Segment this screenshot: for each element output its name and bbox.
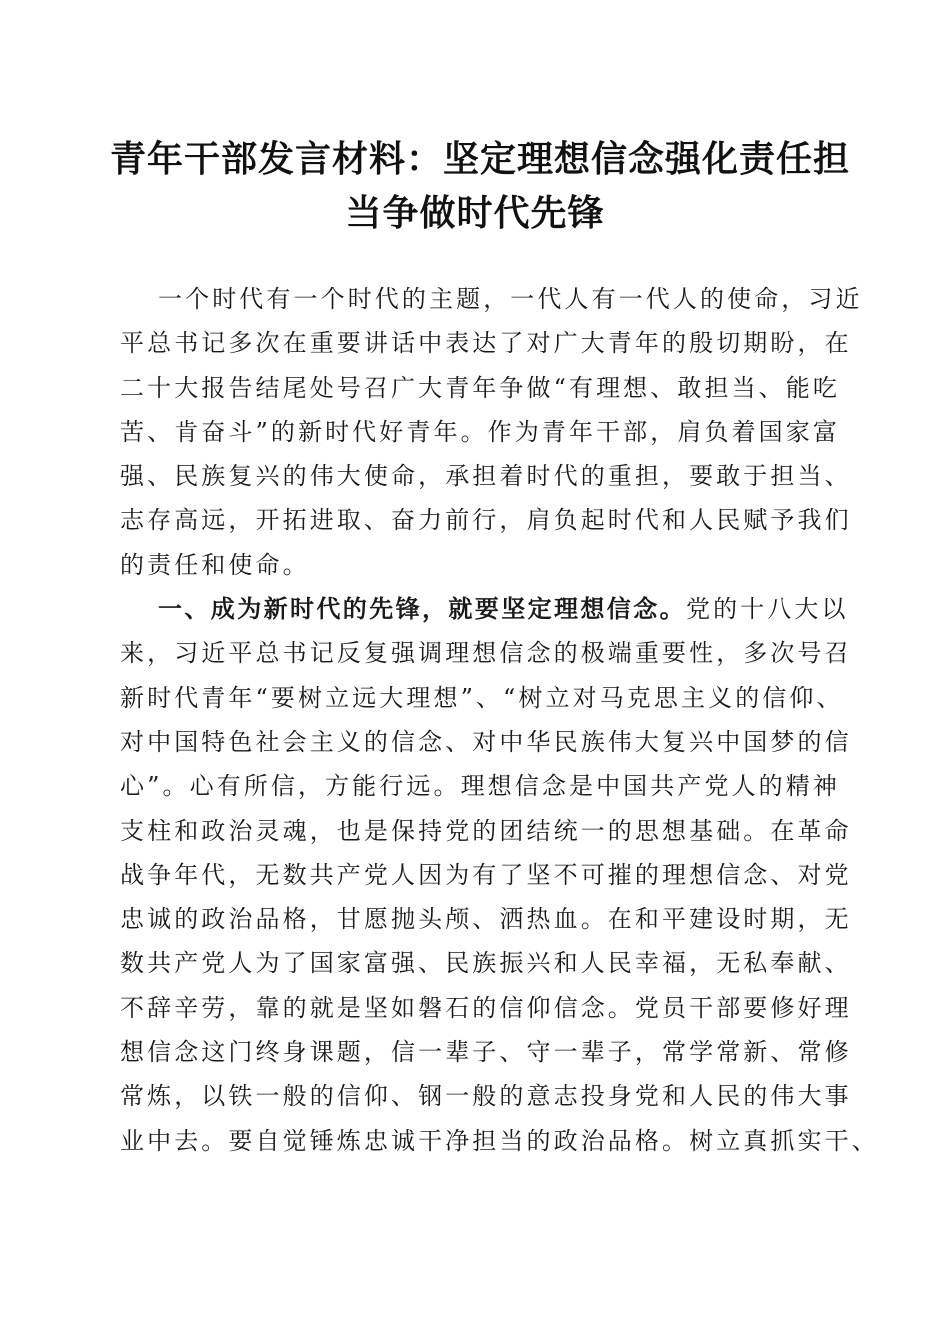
text-line: 一个时代有一个时代的主题，一代人有一代人的使命，习近 [158,285,863,313]
text-line: 来，习近平总书记反复强调理想信念的极端重要性，多次号召 [120,639,852,668]
text-line: 新时代青年“要树立远大理想”、“树立对马克思主义的信仰、 [120,683,844,712]
text-line: 志存高远，开拓进取、奋力前行，肩负起时代和人民赋予我们 [120,506,852,535]
text-line: 忠诚的政治品格，甘愿抛头颅、洒热血。在和平建设时期，无 [120,905,852,934]
title-line: 当争做时代先锋 [345,192,605,234]
text-line: 数共产党人为了国家富强、民族振兴和人民幸福，无私奉献、 [120,949,852,978]
text-line: 平总书记多次在重要讲话中表达了对广大青年的殷切期盼，在 [120,329,852,358]
text-line: 常炼，以铁一般的信仰、钢一般的意志投身党和人民的伟大事 [120,1082,852,1111]
text-line: 业中去。要自觉锤炼忠诚干净担当的政治品格。树立真抓实干、 [120,1126,879,1155]
text-line: 想信念这门终身课题，信一辈子、守一辈子，常学常新、常修 [120,1038,852,1067]
text-line: 支柱和政治灵魂，也是保持党的团结统一的思想基础。在革命 [120,816,852,845]
section-heading-continuation: 党的十八大以 [686,595,849,624]
text-line: 二十大报告结尾处号召广大青年争做“有理想、敢担当、能吃 [120,373,840,402]
text-line: 苦、肯奋斗”的新时代好青年。作为青年干部，肩负着国家富 [120,417,840,446]
text-line: 强、民族复兴的伟大使命，承担着时代的重担，要敢于担当、 [120,462,852,491]
section-heading: 一、成为新时代的先锋，就要坚定理想信念。 [158,595,686,624]
paragraph-intro [120,277,863,587]
text-line: 对中国特色社会主义的信念、对中华民族伟大复兴中国梦的信 [120,727,852,756]
title-line: 青年干部发言材料：坚定理想信念强化责任担 [110,138,851,180]
document-body [120,277,879,1163]
page-title [110,132,851,240]
text-line: 心”。心有所信，方能行远。理想信念是中国共产党人的精神 [120,772,840,801]
text-line [120,587,860,631]
paragraph-section-1 [120,587,879,1163]
text-line: 不辞辛劳，靠的就是坚如磐石的信仰信念。党员干部要修好理 [120,993,852,1022]
text-line: 的责任和使命。 [120,550,310,579]
text-line: 战争年代，无数共产党人因为有了坚不可摧的理想信念、对党 [120,860,852,889]
